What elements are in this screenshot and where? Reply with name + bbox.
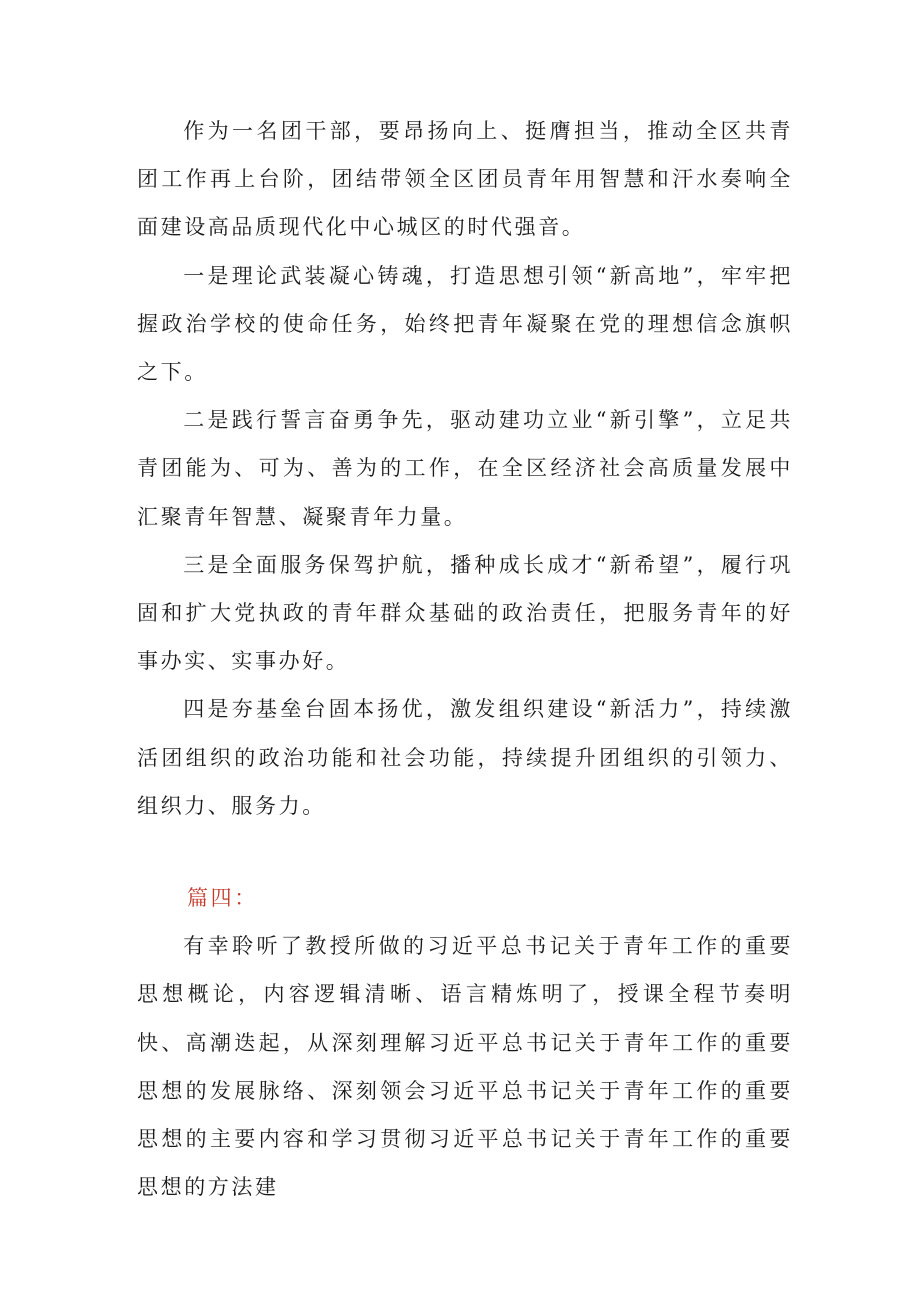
paragraph-intro: 作为一名团干部，要昂扬向上、挺膺担当，推动全区共青团工作再上台阶，团结带领全区团员青年用智慧和汗水奏响全面建设高品质现代化中心城区的时代强音。: [137, 119, 793, 240]
section-spacer: [137, 830, 793, 874]
paragraph-point-three: 三是全面服务保驾护航，播种成长成才“新希望”，履行巩固和扩大党执政的青年群众基础的政治责任，把服务青年的好事办实、实事办好。: [137, 552, 793, 674]
paragraph-section-four-body: 有幸聆听了教授所做的习近平总书记关于青年工作的重要思想概论，内容逻辑清晰、语言精炼明了，授课全程节奏明快、高潮迭起，从深刻理解习近平总书记关于青年工作的重要思想的发展脉络、深刻领会习近平总书记关于青年工作的重要思想的主要内容和学习贯彻习近平总书记关于青年工作的重要思想的方法建: [137, 934, 793, 1200]
document-body: [137, 107, 793, 1211]
paragraph-point-four: 四是夯基垒台固本扬优，激发组织建设“新活力”，持续激活团组织的政治功能和社会功能，持续提升团组织的引领力、组织力、服务力。: [137, 697, 793, 818]
section-heading: 篇四：: [187, 886, 258, 911]
paragraph-point-two: 二是践行誓言奋勇争先，驱动建功立业“新引擎”，立足共青团能为、可为、善为的工作，在全区经济社会高质量发展中汇聚青年智慧、凝聚青年力量。: [137, 408, 793, 529]
paragraph-point-one: 一是理论武装凝心铸魂，打造思想引领“新高地”，牢牢把握政治学校的使命任务，始终把青年凝聚在党的理想信念旗帜之下。: [137, 263, 793, 385]
